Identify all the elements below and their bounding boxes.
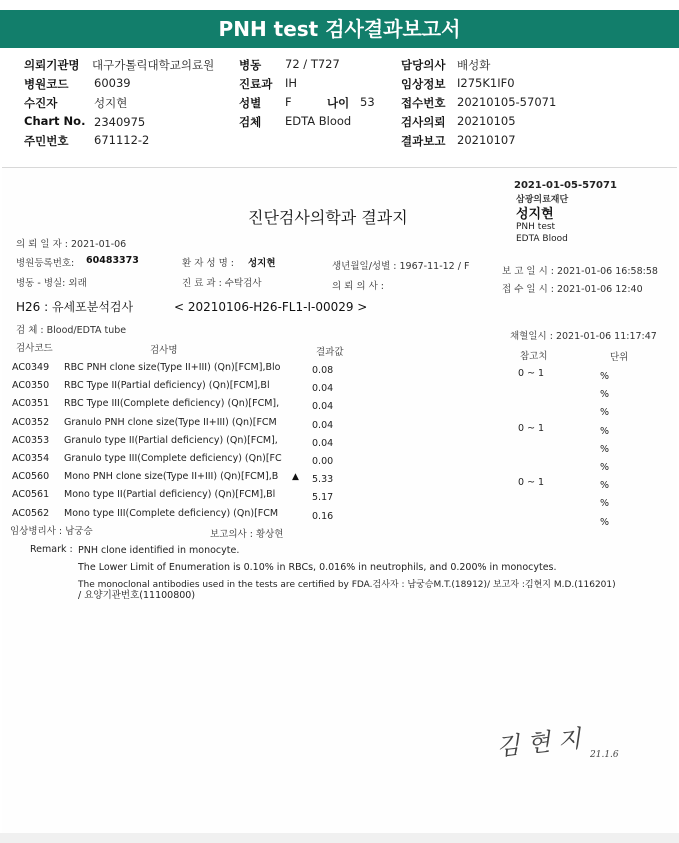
remark-line-2: The Lower Limit of Enumeration is 0.10% in RBCs, 0.016% in neutrophils, and 0.200% in monocytes.	[78, 562, 557, 573]
row-unit: %	[600, 425, 610, 437]
header-value-report-date: 20210107	[457, 133, 516, 147]
pathologist: 임상병리사 : 남궁승	[10, 526, 93, 537]
stamp-specimen: EDTA Blood	[516, 234, 568, 244]
row-code: AC0562	[12, 507, 50, 519]
header-label-report-date: 결과보고	[401, 134, 446, 148]
row-test-name: Granulo PNH clone size(Type II+III) (Qn)[FCM	[64, 416, 277, 428]
row-test-name: Granulo type III(Complete deficiency) (Qn)[FC	[64, 453, 282, 464]
report-heading: 진단검사의학과 결과지	[248, 208, 408, 227]
col-header-unit: 단위	[610, 352, 629, 363]
remark-line-3: The monoclonal antibodies used in the tests are certified by FDA.검사자 : 남궁승M.T.(18912)/ 보고자 :김현지 M.D.(116201)	[78, 580, 616, 590]
row-result: 0.04	[312, 401, 334, 413]
stamp-test: PNH test	[516, 222, 556, 232]
row-code: AC0354	[12, 453, 50, 464]
patient-name: 성지현	[248, 258, 276, 269]
scanned-report	[2, 167, 677, 836]
header-value-department: IH	[285, 76, 298, 90]
sample-barcode-no: < 20210106-H26-FL1-I-00029 >	[174, 300, 368, 314]
header-value-age: 53	[360, 95, 375, 109]
reporting-doctor: 보고의사 : 황상현	[210, 529, 284, 540]
header-value-hospital-code: 60039	[94, 76, 131, 90]
row-code: AC0353	[12, 434, 50, 446]
row-test-name: RBC PNH clone size(Type II+III) (Qn)[FCM],Blo	[64, 362, 281, 373]
header-label-attending: 담당의사	[401, 58, 446, 72]
header-label-resident-no: 주민번호	[24, 134, 69, 148]
row-test-name: Mono type II(Partial deficiency) (Qn)[FCM],Bl	[64, 489, 276, 501]
hospital-reg-label: 병원등록번호:	[16, 258, 75, 269]
referring-doctor: 의 뢰 의 사 :	[332, 281, 384, 292]
header-label-institution: 의뢰기관명	[24, 58, 80, 72]
header-value-clinical-info: I275K1IF0	[457, 76, 515, 90]
request-date: 의 뢰 일 자 : 2021-01-06	[16, 239, 127, 250]
report-title: PNH test 검사결과보고서	[0, 10, 679, 48]
ward-room: 병동 - 병실: 외래	[16, 278, 87, 289]
header-label-ward: 병동	[239, 58, 262, 72]
row-test-name: Mono PNH clone size(Type II+III) (Qn)[FCM],B	[64, 471, 279, 483]
header-label-request-date: 검사의뢰	[401, 115, 446, 129]
stamp-patient: 성지현	[516, 207, 554, 222]
header-label-age: 나이	[327, 96, 350, 110]
row-reference: 0 ~ 1	[518, 368, 545, 379]
header-value-resident-no: 671112-2	[94, 133, 150, 147]
row-result: 5.17	[312, 492, 334, 504]
header-label-specimen: 검체	[239, 115, 262, 129]
row-code: AC0349	[12, 362, 50, 373]
col-header-result: 결과값	[316, 347, 344, 358]
header-label-patient: 수진자	[24, 96, 58, 110]
row-unit: %	[600, 389, 610, 401]
remark-label: Remark :	[30, 544, 73, 555]
section-title: H26 : 유세포분석검사	[16, 300, 134, 314]
signature: 김 현 지	[495, 724, 583, 762]
row-unit: %	[600, 516, 610, 528]
row-result: 0.00	[312, 456, 334, 467]
row-code: AC0350	[12, 380, 50, 392]
header-label-sex: 성별	[239, 96, 262, 110]
row-result: 0.04	[312, 437, 334, 449]
row-unit: %	[600, 462, 610, 473]
row-code: AC0560	[12, 471, 50, 483]
row-code: AC0352	[12, 416, 50, 428]
header-label-hospital-code: 병원코드	[24, 77, 69, 91]
header-value-request-date: 20210105	[457, 114, 516, 128]
col-header-name: 검사명	[150, 345, 178, 356]
signature-date: 21.1.6	[590, 750, 619, 760]
row-result: 0.04	[312, 419, 334, 431]
row-code: AC0351	[12, 398, 50, 410]
header-value-ward: 72 / T727	[285, 57, 340, 71]
birth-sex: 생년월일/성별 : 1967-11-12 / F	[332, 261, 470, 272]
row-result: 5.33	[312, 474, 334, 486]
stamp-receipt-no: 2021-01-05-57071	[514, 180, 617, 191]
row-unit: %	[600, 407, 610, 419]
department: 진 료 과 : 수탁검사	[182, 278, 262, 289]
header-label-chart-no: Chart No.	[24, 114, 86, 128]
row-test-name: Mono type III(Complete deficiency) (Qn)[FCM	[64, 507, 279, 519]
header-value-receipt-no: 20210105-57071	[457, 95, 557, 109]
row-test-name: RBC Type III(Complete deficiency) (Qn)[FCM],	[64, 398, 280, 410]
row-result: 0.08	[312, 365, 334, 376]
row-reference: 0 ~ 1	[518, 477, 545, 489]
bottom-strip	[0, 833, 679, 843]
row-result: 0.16	[312, 510, 334, 522]
header-label-department: 진료과	[239, 77, 273, 91]
remark-line-1: PNH clone identified in monocyte.	[78, 545, 240, 556]
row-result: 0.04	[312, 383, 334, 395]
stamp-institution: 삼광의료재단	[516, 195, 569, 205]
row-unit: %	[600, 371, 610, 382]
col-header-ref: 참고치	[520, 351, 548, 362]
row-unit: %	[600, 480, 610, 492]
header-value-institution: 대구가톨릭대학교의료원	[92, 58, 215, 72]
header-label-receipt-no: 접수번호	[401, 96, 446, 110]
header-value-patient: 성지현	[94, 96, 128, 110]
collection-datetime: 채혈일시 : 2021-01-06 11:17:47	[510, 331, 657, 342]
report-datetime: 보 고 일 시 : 2021-01-06 16:58:58	[502, 266, 658, 277]
row-high-flag: ▲	[292, 472, 299, 483]
row-unit: %	[600, 443, 610, 455]
row-code: AC0561	[12, 489, 50, 501]
receipt-datetime: 접 수 일 시 : 2021-01-06 12:40	[502, 284, 643, 295]
header-value-specimen: EDTA Blood	[285, 114, 352, 128]
row-reference: 0 ~ 1	[518, 422, 545, 434]
header-label-clinical-info: 임상정보	[401, 77, 446, 91]
specimen-type: 검 체 : Blood/EDTA tube	[16, 325, 127, 336]
remark-line-4: / 요양기관번호(11100800)	[78, 590, 196, 601]
patient-name-label: 환 자 성 명 :	[182, 258, 234, 269]
row-unit: %	[600, 498, 610, 510]
row-test-name: Granulo type II(Partial deficiency) (Qn)[FCM],	[64, 434, 278, 446]
col-header-code: 검사코드	[16, 343, 53, 354]
header-value-chart-no: 2340975	[94, 115, 146, 129]
row-test-name: RBC Type II(Partial deficiency) (Qn)[FCM],Bl	[64, 380, 270, 392]
header-value-attending: 배성화	[457, 58, 491, 72]
hospital-reg-value: 60483373	[86, 255, 139, 266]
header-value-sex: F	[285, 95, 292, 109]
